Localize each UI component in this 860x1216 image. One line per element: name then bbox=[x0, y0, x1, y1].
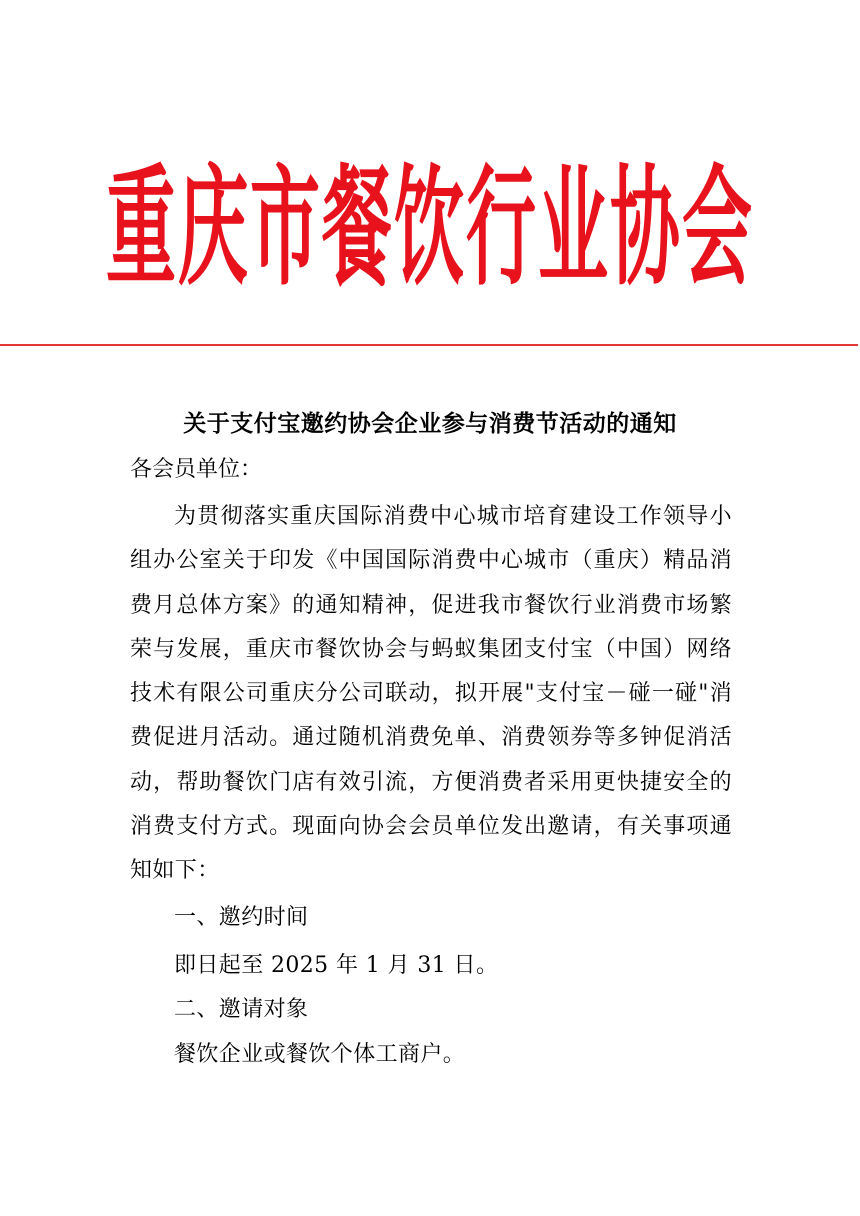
salutation: 各会员单位： bbox=[130, 457, 263, 482]
section-content-time: 即日起至 2025 年 1 月 31 日。 bbox=[174, 953, 499, 978]
org-name: 重庆市餐饮行业协会 bbox=[106, 152, 754, 304]
section-content-target: 餐饮企业或餐饮个体工商户。 bbox=[174, 1042, 466, 1067]
section-heading-target: 二、邀请对象 bbox=[174, 997, 309, 1022]
org-letterhead bbox=[0, 152, 860, 304]
section-heading-time: 一、邀约时间 bbox=[174, 905, 309, 930]
body-paragraph: 为贯彻落实重庆国际消费中心城市培育建设工作领导小组办公室关于印发《中国国际消费中心城市（重庆）精品消费月总体方案》的通知精神，促进我市餐饮行业消费市场繁荣与发展，重庆市餐饮协会与蚂蚁集团支付宝（中国）网络技术有限公司重庆分公司联动，拟开展"支付宝－碰一碰"消费促进月活动。通过随机消费免单、消费领券等多钟促消活动，帮助餐饮门店有效引流，方便消费者采用更快捷安全的消费支付方式。现面向协会会员单位发出邀请，有关事项通知如下： bbox=[130, 504, 732, 884]
letterhead-divider bbox=[0, 344, 858, 346]
notice-title: 关于支付宝邀约协会企业参与消费节活动的通知 bbox=[183, 411, 677, 437]
